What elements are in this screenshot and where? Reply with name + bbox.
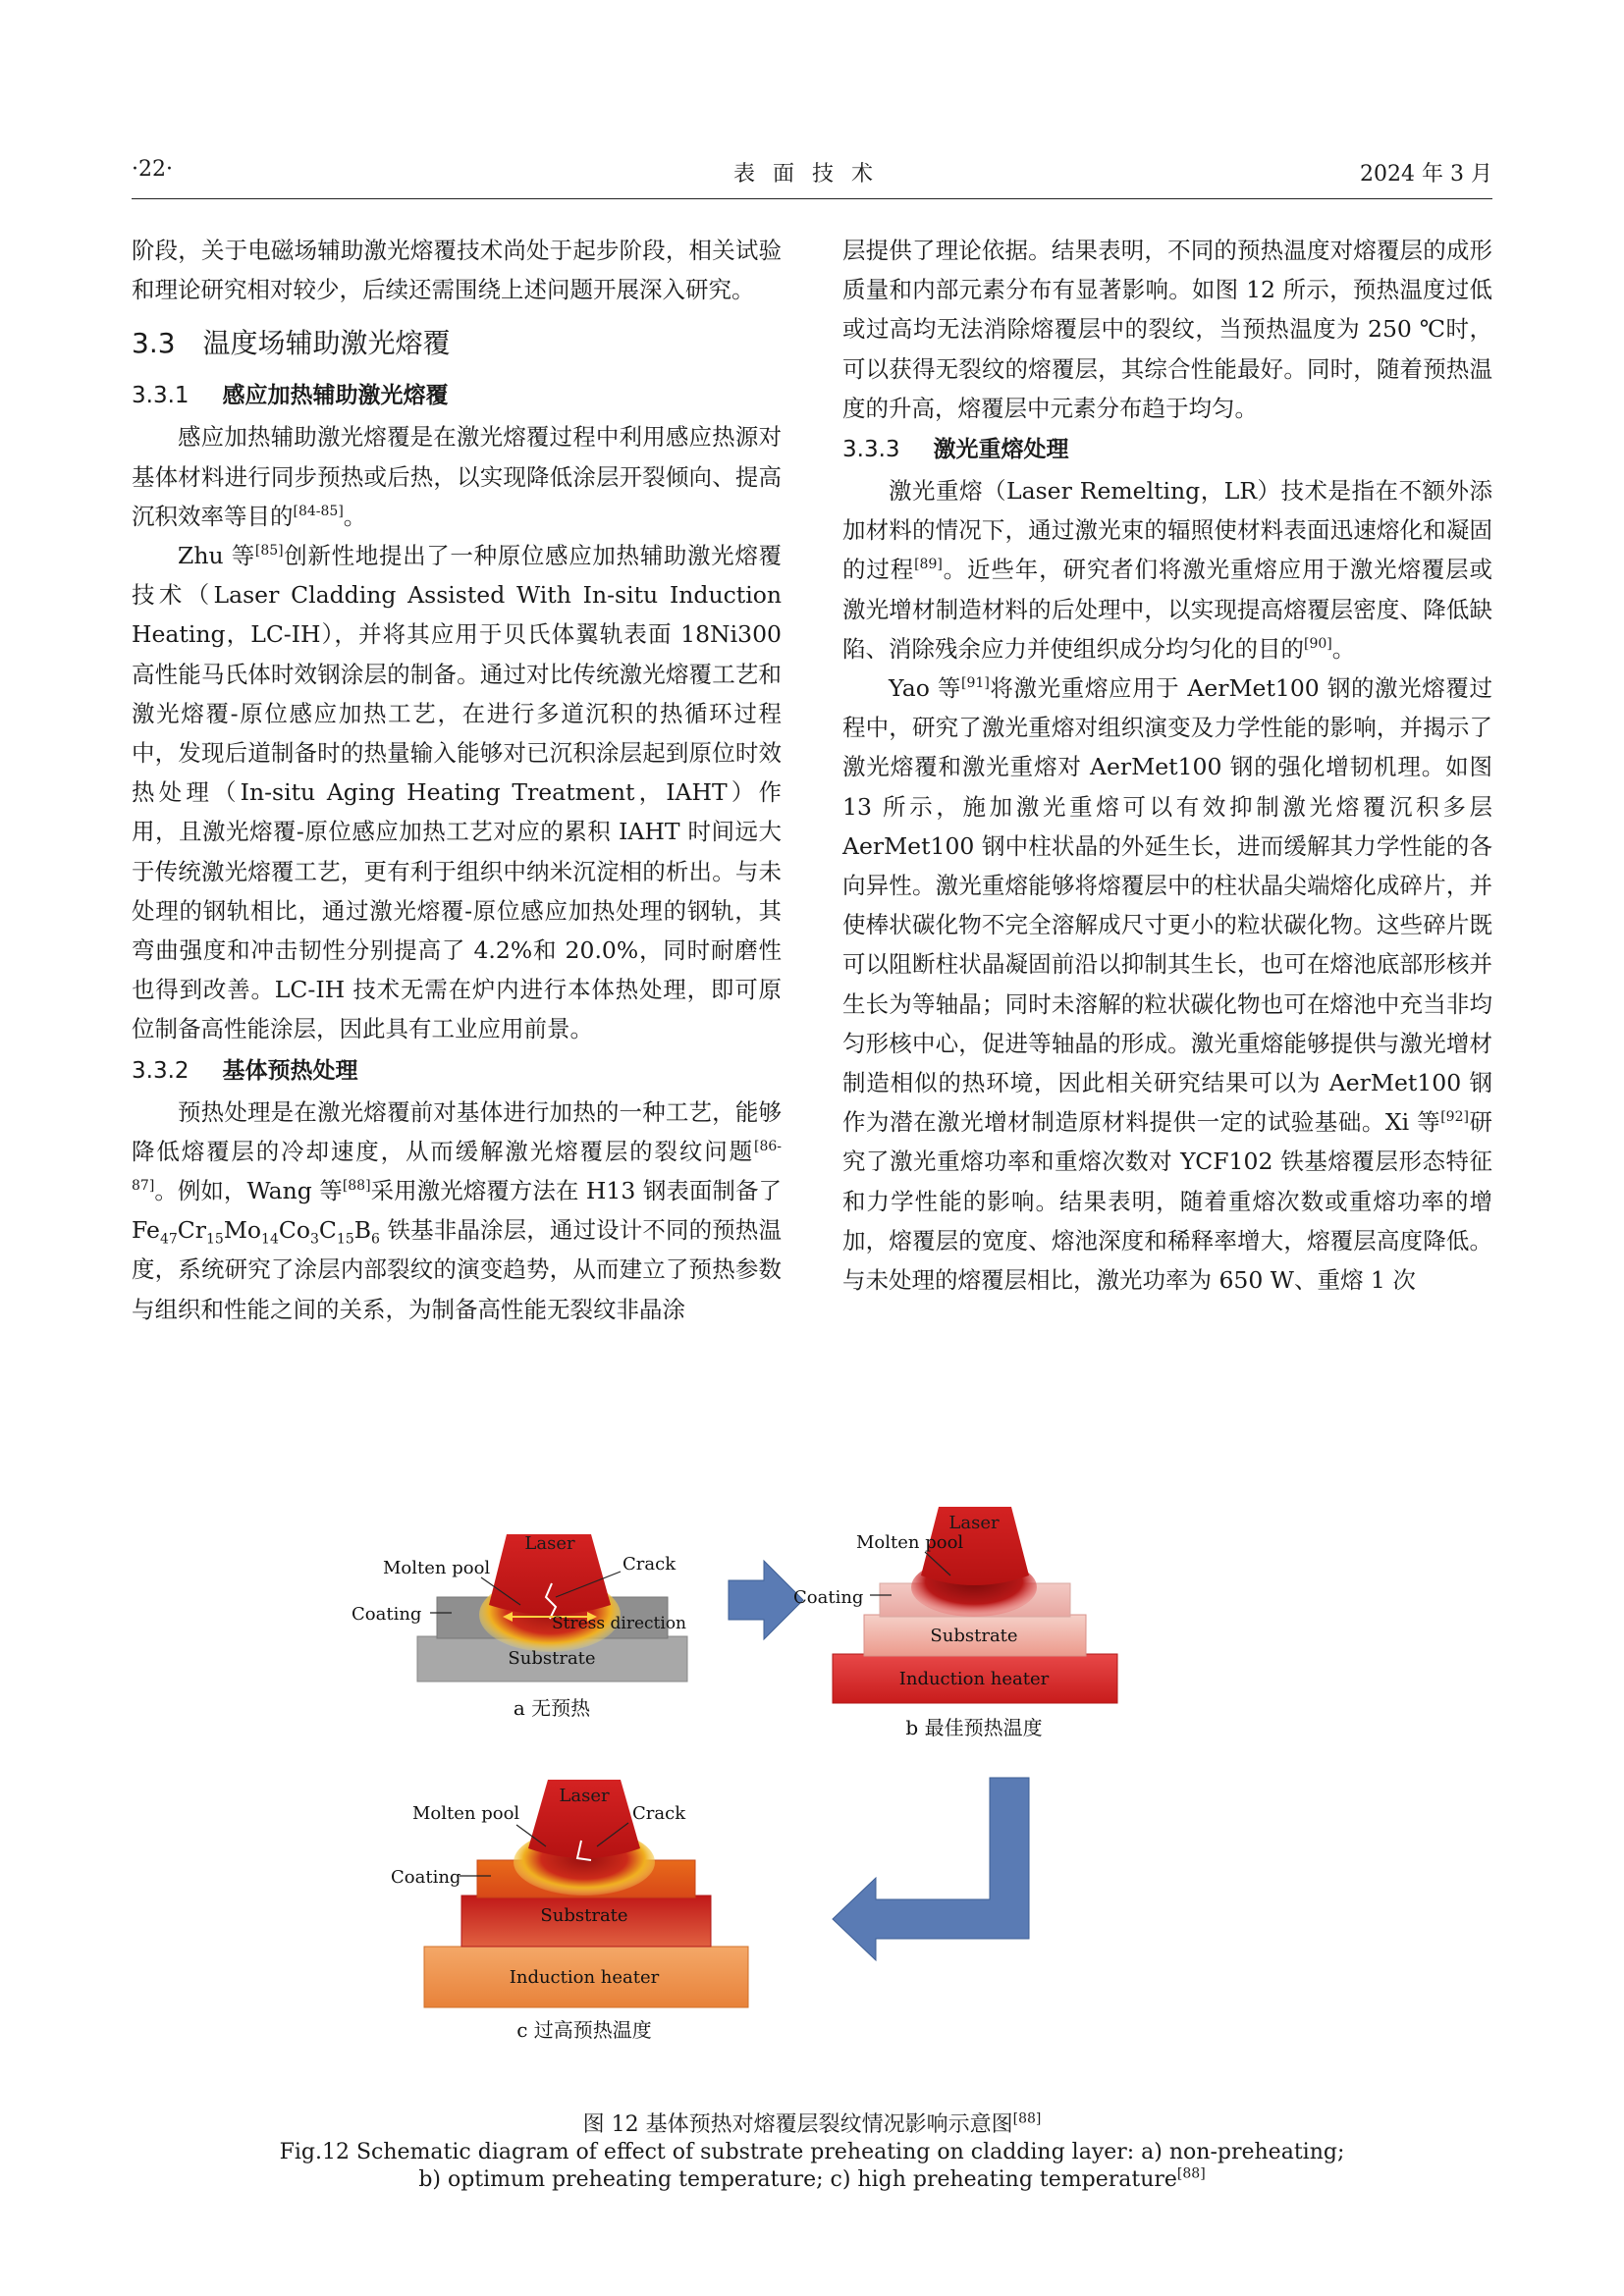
substrate-label: Substrate	[930, 1626, 1018, 1646]
running-header	[132, 155, 1492, 199]
laser-label: Laser	[948, 1513, 1000, 1533]
coating-label: Coating	[352, 1604, 422, 1625]
section-heading-3-3: 3.3 温度场辅助激光熔覆	[132, 327, 451, 360]
figure-12-schematic	[334, 1507, 1306, 2086]
journal-name: 表面技术	[732, 162, 891, 187]
alloy-formula: $Fe_{47}Cr_{15}Mo_{14}Co_3C_{15}B_6$	[132, 1216, 380, 1248]
figure-caption-en-line1: Fig.12 Schematic diagram of effect of substrate preheating on cladding layer: a) non-preheating;	[279, 2140, 1345, 2164]
citation[interactable]: [88]	[1176, 2165, 1206, 2182]
paragraph: Yao 等[91]将激光重熔应用于 AerMet100 钢的激光熔覆过程中，研究了激光重熔对组织演变及力学性能的影响，并揭示了激光熔覆和激光重熔对 AerMet100 钢的强化增韧机理。如图 13 所示，施加激光重熔可以有效抑制激光熔覆沉积多层 AerMet100 钢中柱状晶的外延生长，进而缓解其力学性能的各向异性。激光重熔能够将熔覆层中的柱状晶尖端熔化成碎片，并使棒状碳化物不完全溶解成尺寸更小的粒状碳化物。这些碎片既可以阻断柱状晶凝固前沿以抑制其生长，也可在熔池底部形核并生长为等轴晶；同时未溶解的粒状碳化物也可在熔池中充当非均匀形核中心，促进等轴晶的形成。激光重熔能够提供与激光增材制造相似的热环境，因此相关研究结果可以为 AerMet100 钢作为潜在激光增材制造原材料提供一定的试验基础。Xi 等[92]研究了激光重熔功率和重熔次数对 YCF102 铁基熔覆层形态特征和力学性能的影响。结果表明，随着重熔次数或重熔功率的增加，熔覆层的宽度、熔池深度和稀释率增大，熔覆层高度降低。与未处理的熔覆层相比，激光功率为 650 W、重熔 1 次	[842, 674, 1493, 1295]
issue-date: 2024 年 3 月	[1360, 162, 1492, 187]
molten-pool-label: Molten pool	[856, 1532, 964, 1553]
heater-label: Induction heater	[898, 1669, 1050, 1689]
citation[interactable]: [90]	[1304, 636, 1332, 652]
crack-label: Crack	[623, 1554, 677, 1575]
coating-label: Coating	[391, 1867, 461, 1888]
citation[interactable]: [86-87]	[132, 1139, 782, 1195]
left-column	[132, 231, 782, 1329]
subsection-heading-3-3-1: 3.3.1 感应加热辅助激光熔覆	[132, 383, 449, 409]
paragraph: 预热处理是在激光熔覆前对基体进行加热的一种工艺，能够降低熔覆层的冷却速度，从而缓解激光熔覆层的裂纹问题[86-87]。例如，Wang 等[88]采用激光熔覆方法在 H13 钢表面制备了 $Fe_{47}Cr_{15}Mo_{14}Co_3C_{15}B_6$ 铁基非晶涂层，通过设计不同的预热温度，系统研究了涂层内部裂纹的演变趋势，从而建立了预热参数与组织和性能之间的关系，为制备高性能无裂纹非晶涂	[132, 1097, 782, 1323]
citation[interactable]: [88]	[1012, 2110, 1042, 2127]
flow-arrow-right	[729, 1561, 803, 1639]
subsection-heading-3-3-3: 3.3.3 激光重熔处理	[842, 437, 1069, 463]
substrate-label: Substrate	[508, 1648, 596, 1669]
panel-a-caption: a 无预热	[513, 1696, 591, 1720]
citation[interactable]: [84-85]	[293, 503, 344, 519]
molten-pool-label: Molten pool	[383, 1558, 491, 1578]
paragraph: 激光重熔（Laser Remelting，LR）技术是指在不额外添加材料的情况下，通过激光束的辐照使材料表面迅速熔化和凝固的过程[89]。近些年，研究者们将激光重熔应用于激光熔覆层或激光增材制造材料的后处理中，以实现提高熔覆层密度、降低缺陷、消除残余应力并使组织成分均匀化的目的[90]。	[842, 477, 1493, 663]
right-column	[842, 231, 1492, 1300]
citation[interactable]: [88]	[342, 1178, 371, 1195]
panel-b-optimum-preheating	[793, 1507, 1117, 1739]
panel-a-non-preheating	[352, 1533, 687, 1720]
page-number: ·22·	[132, 157, 173, 182]
citation[interactable]: [85]	[254, 543, 284, 560]
figure-caption-zh: 图 12 基体预热对熔覆层裂纹情况影响示意图[88]	[582, 2110, 1042, 2137]
panel-b-caption: b 最佳预热温度	[905, 1716, 1043, 1739]
molten-pool-label: Molten pool	[412, 1803, 520, 1824]
paragraph: 感应加热辅助激光熔覆是在激光熔覆过程中利用感应热源对基体材料进行同步预热或后热，以实现降低涂层开裂倾向、提高沉积效率等目的[84-85]。	[132, 423, 782, 530]
coating-label: Coating	[793, 1587, 864, 1608]
panel-c-caption: c 过高预热温度	[516, 2018, 652, 2042]
figure-12	[334, 1507, 1306, 2086]
stress-direction-label: Stress direction	[552, 1614, 686, 1633]
figure-caption-en-line2: b) optimum preheating temperature; c) high preheating temperature[88]	[418, 2165, 1206, 2192]
citation[interactable]: [91]	[961, 675, 990, 692]
heater-label: Induction heater	[509, 1967, 660, 1988]
flow-arrow-down-left	[833, 1778, 1029, 1960]
paragraph: Zhu 等[85]创新性地提出了一种原位感应加热辅助激光熔覆技术（Laser Cladding Assisted With In-situ Induction Heating，LC-IH），并将其应用于贝氏体翼轨表面 18Ni300 高性能马氏体时效钢涂层的制备。通过对比传统激光熔覆工艺和激光熔覆-原位感应加热工艺，在进行多道沉积的热循环过程中，发现后道制备时的热量输入能够对已沉积涂层起到原位时效热处理（In-situ Aging Heating Treatment，IAHT）作用，且激光熔覆-原位感应加热工艺对应的累积 IAHT 时间远大于传统激光熔覆工艺，更有利于组织中纳米沉淀相的析出。与未处理的钢轨相比，通过激光熔覆-原位感应加热处理的钢轨，其弯曲强度和冲击韧性分别提高了 4.2%和 20.0%，同时耐磨性也得到改善。LC-IH 技术无需在炉内进行本体热处理，即可原位制备高性能涂层，因此具有工业应用前景。	[132, 542, 782, 1043]
subsection-heading-3-3-2: 3.3.2 基体预热处理	[132, 1057, 358, 1084]
laser-label: Laser	[559, 1786, 610, 1806]
citation[interactable]: [89]	[914, 557, 943, 573]
paragraph: 阶段，关于电磁场辅助激光熔覆技术尚处于起步阶段，相关试验和理论研究相对较少，后续还需围绕上述问题开展深入研究。	[132, 237, 782, 304]
citation[interactable]: [92]	[1440, 1109, 1469, 1126]
panel-c-high-preheating	[391, 1780, 748, 2042]
paragraph: 层提供了理论依据。结果表明，不同的预热温度对熔覆层的成形质量和内部元素分布有显著影响。如图 12 所示，预热温度过低或过高均无法消除熔覆层中的裂纹，当预热温度为 250 ℃时，可以获得无裂纹的熔覆层，其综合性能最好。同时，随着预热温度的升高，熔覆层中元素分布趋于均匀。	[842, 237, 1492, 422]
crack-label: Crack	[632, 1803, 686, 1824]
substrate-label: Substrate	[540, 1905, 628, 1926]
laser-label: Laser	[524, 1533, 575, 1554]
